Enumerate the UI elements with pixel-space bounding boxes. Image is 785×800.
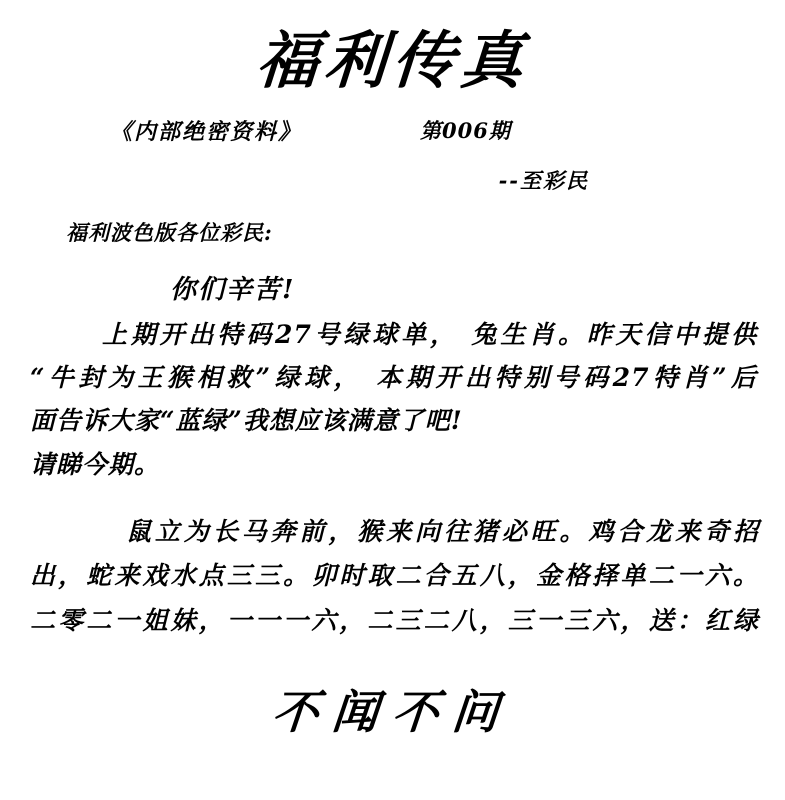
prediction-line-1: 鼠立为长马奔前，猴来向往猪必旺。鸡合龙来奇招 <box>126 516 759 546</box>
body-line-2: “牛封为王猴相救”绿球， 本期开出特别号码27特肖”后 <box>30 363 757 393</box>
body-line-4: 请睇今期。 <box>30 449 161 479</box>
salutation: 福利波色版各位彩民: <box>66 220 273 246</box>
document-page <box>0 24 785 800</box>
prediction-line-2: 出，蛇来戏水点三三。卯时取二合五八，金格择单二一六。 <box>30 561 759 591</box>
byline: --至彩民 <box>498 168 589 194</box>
confidential-label: 《内部绝密资料》 <box>110 119 303 146</box>
footer-slogan: 不闻不问 <box>269 685 515 740</box>
page-title: 福利传真 <box>253 24 532 97</box>
subheader-row <box>0 115 785 147</box>
body-section <box>0 269 785 485</box>
body-line-1: 上期开出特码27号绿球单， 兔生肖。昨天信中提供 <box>102 319 757 349</box>
greeting-line: 你们辛苦! <box>170 275 296 306</box>
body-line-3: 面告诉大家“蓝绿”我想应该满意了吧! <box>30 406 463 436</box>
prediction-line-3: 二零二一姐妹，一一一六，二三二八，三一三六，送：红绿 <box>30 605 759 635</box>
prediction-section <box>0 511 785 643</box>
issue-number: 第006期 <box>420 118 511 144</box>
